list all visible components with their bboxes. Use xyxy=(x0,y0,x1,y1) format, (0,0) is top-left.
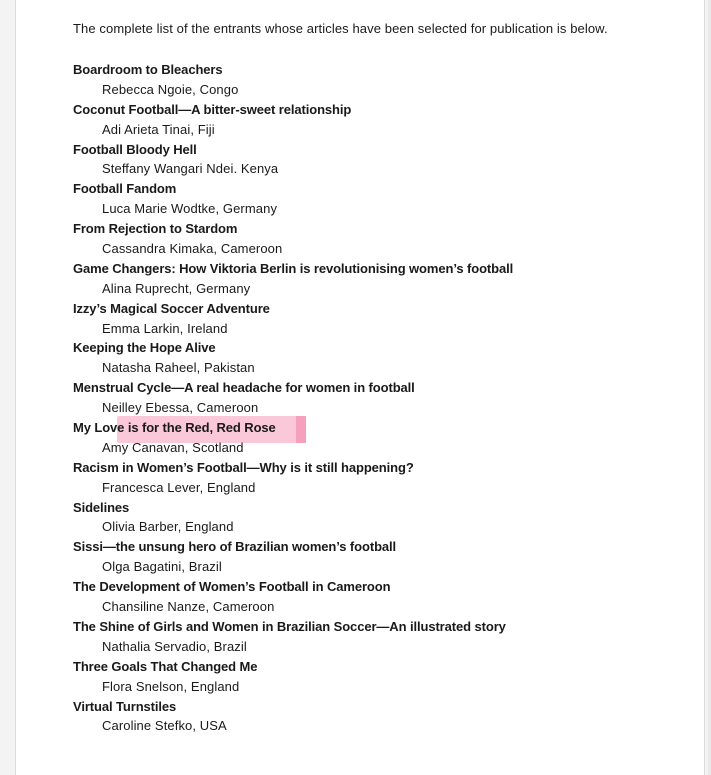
list-item xyxy=(73,458,613,498)
article-title: My Love is for the Red, Red Rose xyxy=(73,420,276,436)
list-item xyxy=(73,179,613,219)
article-title: Coconut Football—A bitter-sweet relationship xyxy=(73,101,352,117)
list-item xyxy=(73,60,613,100)
list-item xyxy=(73,378,613,418)
article-author: Nathalia Servadio, Brazil xyxy=(102,638,247,654)
article-author: Alina Ruprecht, Germany xyxy=(102,280,251,296)
list-item xyxy=(73,498,613,538)
article-author: Flora Snelson, England xyxy=(102,678,240,694)
article-title: Boardroom to Bleachers xyxy=(73,62,223,77)
article-title: Three Goals That Changed Me xyxy=(73,658,258,674)
article-author: Olivia Barber, England xyxy=(102,519,234,535)
entry-list xyxy=(73,60,613,736)
article-title: Racism in Women’s Football—Why is it still happening? xyxy=(73,459,414,475)
article-author: Emma Larkin, Ireland xyxy=(102,320,228,336)
intro-paragraph: The complete list of the entrants whose articles have been selected for publication is below. xyxy=(73,21,608,36)
article-author: Olga Bagatini, Brazil xyxy=(102,559,222,575)
article-author: Francesca Lever, England xyxy=(102,479,256,495)
list-item xyxy=(73,617,613,657)
list-item xyxy=(73,537,613,577)
list-item xyxy=(73,657,613,697)
list-item xyxy=(73,100,613,140)
article-title: Keeping the Hope Alive xyxy=(73,340,216,356)
article-author: Caroline Stefko, USA xyxy=(102,718,227,734)
list-item xyxy=(73,299,613,339)
list-item xyxy=(73,140,613,180)
list-item xyxy=(73,259,613,299)
article-title: Sissi—the unsung hero of Brazilian women’s football xyxy=(73,539,397,555)
article-author: Luca Marie Wodtke, Germany xyxy=(102,201,278,217)
article-title: Football Fandom xyxy=(73,181,177,197)
article-author-highlighted[interactable]: Neilley Ebessa, Cameroon xyxy=(102,400,259,416)
article-author: Cassandra Kimaka, Cameroon xyxy=(102,241,283,257)
article-author: Chansiline Nanze, Cameroon xyxy=(102,599,275,615)
article-title: Menstrual Cycle—A real headache for women in football xyxy=(73,380,415,396)
article-author: Natasha Raheel, Pakistan xyxy=(102,360,255,376)
list-item xyxy=(73,577,613,617)
article-title: Sidelines xyxy=(73,499,130,515)
list-item xyxy=(73,338,613,378)
article-author: Adi Arieta Tinai, Fiji xyxy=(102,121,215,137)
article-title: From Rejection to Stardom xyxy=(73,221,238,237)
article-title: Football Bloody Hell xyxy=(73,141,197,157)
article-title: Izzy’s Magical Soccer Adventure xyxy=(73,300,270,316)
article-title: The Development of Women’s Football in Cameroon xyxy=(73,579,391,595)
document-body xyxy=(73,18,613,736)
article-author: Amy Canavan, Scotland xyxy=(102,439,244,455)
list-item xyxy=(73,418,613,458)
article-title: Virtual Turnstiles xyxy=(73,698,177,714)
article-author: Steffany Wangari Ndei. Kenya xyxy=(102,161,279,177)
article-title: Game Changers: How Viktoria Berlin is revolutionising women’s football xyxy=(73,260,514,276)
article-author: Rebecca Ngoie, Congo xyxy=(102,81,239,97)
list-item xyxy=(73,219,613,259)
article-title: The Shine of Girls and Women in Brazilian Soccer—An illustrated story xyxy=(73,618,506,634)
list-item xyxy=(73,697,613,737)
